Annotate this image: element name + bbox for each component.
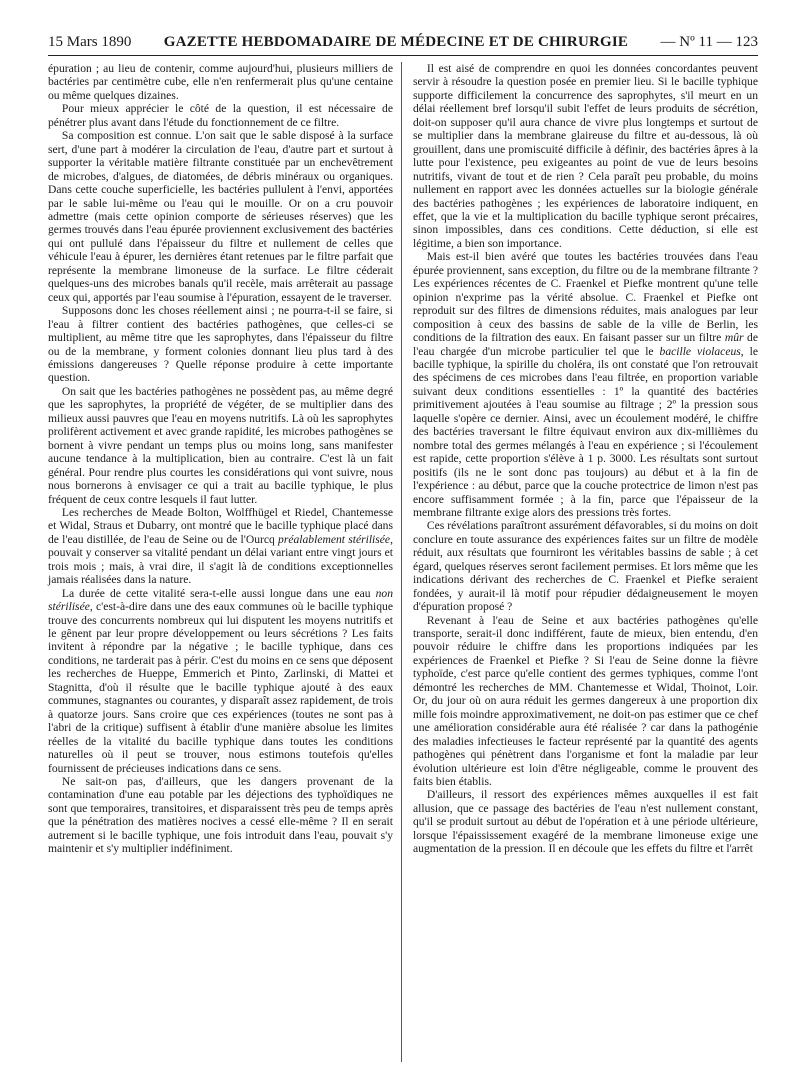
header-title: GAZETTE HEBDOMADAIRE DE MÉDECINE ET DE CHIRURGIE	[163, 34, 629, 50]
paragraph: Ne sait-on pas, d'ailleurs, que les dangers provenant de la contamination d'une eau potable par les déjections des typhoïdiques ne sont que temporaires, transitoires, et disparaissent très peu de temps après que la pénétration des matières nocives a cessé elle-même ? Il en serait autrement si le bacille typhique, une fois introduit dans l'eau, pouvait s'y maintenir et s'y multiplier indéfiniment.	[48, 775, 393, 856]
paragraph: Sa composition est connue. L'on sait que le sable disposé à la surface sert, d'une part à modérer la circulation de l'eau, d'autre part et surtout à supporter la véritable matière filtrante constituée par un enchevêtrement de microbes, d'algues, de diatomées, de débris minéraux ou organiques. Dans cette couche superficielle, les bactéries pullulent à l'envi, apportées par le sable lui-même ou l'eau qui le mouille. Or on a cru pouvoir admettre (mais cette opinion comporte de sérieuses réserves) que les germes trouvés dans l'eau épurée proviennent exclusivement des bactéries qui ont pullulé dans l'épaisseur du filtre et nullement de celles que véhicule l'eau à épurer, les dernières étant retenues par le filtre parfait que représente la membrane limoneuse de la surface. Le filtre céderait quelques-uns des microbes banals qu'il recèle, mais arrêterait au passage ceux qui, apportés par l'eau soumise à l'épuration, essayent de le traverser.	[48, 129, 393, 304]
paragraph: épuration ; au lieu de contenir, comme aujourd'hui, plusieurs milliers de bactéries par centimètre cube, elle n'en renfermerait plus qu'une centaine ou même quelques dizaines.	[48, 62, 393, 102]
paragraph	[413, 250, 758, 519]
paragraph: Revenant à l'eau de Seine et aux bactéries pathogènes qu'elle transporte, serait-il donc indifférent, faute de mieux, bien entendu, d'en pouvoir réduire le chiffre dans les proportions indiquées par les expériences de Fraenkel et Piefke ? Si l'eau de Seine donne la fièvre typhoïde, c'est parce qu'elle contient des germes typhiques, comme l'ont démontré les recherches de MM. Chantemesse et Widal, Thoinot, Loir. Or, du jour où on aura réduit les germes dangereux à une proportion dix mille fois moindre approximativement, ne doit-on pas estimer que ce chef une amélioration considérable aura été réalisée ? car dans la pathogénie des maladies infectieuses le facteur représenté par la quantité des agents pathogènes qui pénètrent dans l'organisme et font la maladie par leur évolution ultérieure est loin d'être négligeable, comme le prouvent des faits bien établis.	[413, 613, 758, 789]
left-column	[48, 62, 393, 856]
text-run: La durée de cette vitalité sera-t-elle aussi longue dans une eau	[61, 586, 376, 600]
text-run: , c'est-à-dire dans une des eaux communes où le bacille typhique trouve des concurrents nombreux qui lui disputent les moyens nutritifs et le gênent par leur propre développement ou leurs sécrétions ? Les faits invitent à répondre par la négative ; le bacille typhique, dans ces conditions, ne tarderait pas à périr. C'est du moins en ce sens que déposent les recherches de Hueppe, Emmerich et Pinto, Zarlinski, di Mattei et Stagnitta, d'où il résulte que le bacille typhique ajouté à des eaux communes, stagnantes ou courantes, y disparaît assez rapidement, de trois à quatorze jours. Sans croire que ces expériences (toutes ne sont pas à l'abri de la critique) suffisent à établir d'une manière absolue les limites réelles de la vitalité du bacille typhique dans toutes les conditions naturelles où il peut se trouver, nous estimons toutefois qu'elles fournissent de précieuses indications dans ce sens.	[48, 600, 393, 775]
italic-text: bacille violaceus	[659, 344, 741, 358]
italic-text: non stérilisée	[48, 586, 393, 614]
text-columns	[48, 62, 758, 856]
paragraph: Ces révélations paraîtront assurément défavorables, si du moins on doit conclure en toute assurance des expériences faites sur un filtre de modèle réduit, aux résultats que fourniront les véritables bassins de sable ; à cet égard, quelques réserves seront facilement permises. Et lors même que les indications dérivant des recherches de C. Fraenkel et Piefke seraient fondées, y aurait-il là motif pour répudier dédaigneusement le moyen d'épuration proposé ?	[413, 519, 758, 614]
paragraph: On sait que les bactéries pathogènes ne possèdent pas, au même degré que les saprophytes, la propriété de végéter, de se multiplier dans des milieux aussi pauvres que l'eau en moyens nutritifs. Là où les saprophytes prolifèrent activement et avec grande rapidité, les microbes pathogènes se bornent à vivre pendant un temps plus ou moins long, sans manifester aucune tendance à la multiplication, bien au contraire. C'est là un fait général. Pour rendre plus courtes les considérations qui vont suivre, nous nous bornerons à envisager ce qui a trait au bacille typhique, le plus fréquent de ceux contre lesquels il faut lutter.	[48, 384, 393, 506]
text-run: Mais est-il bien avéré que toutes les bactéries trouvées dans l'eau épurée proviennent, sans exception, du filtre ou de la membrane filtrante ? Les expériences récentes de C. Fraenkel et Piefke montrent qu'une telle opinion n'exprime pas la vérité absolue. C. Fraenkel et Piefke ont reproduit sur des filtres de dimensions réduites, mais analogues par leur composition à ceux des bassins de sable de la ville de Berlin, les conditions de la filtration des eaux. En faisant passer sur un filtre	[413, 250, 758, 345]
paragraph: Supposons donc les choses réellement ainsi ; ne pourra-t-il se faire, si l'eau à filtrer contient des bactéries pathogènes, que celles-ci se multiplient, au même titre que les saprophytes, dans l'épaisseur du filtre ou de la membrane, y forment colonies donnant lieu plus tard à des émissions dangereuses ? Quelle réponse produire à cette importante question.	[48, 304, 393, 385]
italic-text: préalablement stérilisée	[278, 532, 391, 546]
header-issue-page-number: — Nº 11 — 123	[660, 34, 758, 50]
paragraph: Il est aisé de comprendre en quoi les données concordantes peuvent servir à résoudre la question posée en premier lieu. Si le bacille typhique supporte difficilement la concurrence des saprophytes, s'il meurt en un délai réellement bref lorsqu'il subit l'effet de leurs produits de sécrétion, doit-on supposer qu'il aura chance de vivre plus longtemps et surtout de se multiplier dans la membrane glaireuse du filtre et au-dessous, là où grouillent, dans une promiscuité difficile à définir, des bactéries âpres à la lutte pour l'existence, peu exigeantes au point de vue de leurs besoins nutritifs, vivant de tout et de rien ? Cela paraît peu probable, du moins nullement en rapport avec les données actuelles sur la biologie générale des bactéries pathogènes ; les expériences de laboratoire indiquent, en effet, que la vie et la multiplication du bacille typhique seront précaires, sinon impossibles, dans ces conditions. Cette déduction, si elle est légitime, a bien son importance.	[413, 62, 758, 250]
italic-text: mûr	[724, 331, 744, 345]
text-run: , le bacille typhique, la spirille du choléra, ils ont constaté que l'on retrouvait des spécimens de ces microbes dans l'eau filtrée, en proportion variable suivant deux conditions essentielles : 1º la quantité des bactéries primitivement ajoutées à l'eau soumise au filtrage ; 2º la pression sous laquelle s'opère ce dernier. Ainsi, avec un écoulement modéré, le chiffre des bactéries traversant le filtre équivaut environ aux dix-millièmes du nombre total des germes mélangés à l'eau en expérience ; si l'écoulement est rapide, cette proportion s'élève à 1 p. 3000. Les résultats sont surtout positifs (ils ne le sont donc pas toujours) au début et à la fin de l'expérience : au début, parce que la couche protectrice de limon n'est pas encore suffisamment formée ; à la fin, parce que l'épaisseur de la membrane filtrante exige alors des pressions très fortes.	[413, 344, 758, 519]
page-header	[48, 34, 758, 56]
text-run: , pouvait y conserver sa vitalité pendant un délai variant entre vingt jours et trois mois ; mais, à vrai dire, il s'agit là de conditions exceptionnelles jamais réalisées dans la nature.	[48, 532, 393, 587]
text-run: Les recherches de Meade Bolton, Wolffhügel et Riedel, Chantemesse et Widal, Straus et Dubarry, ont montré que le bacille typhique placé dans de l'eau distillée, de l'eau de Seine ou de l'Ourcq	[48, 505, 393, 546]
header-date: 15 Mars 1890	[48, 34, 132, 50]
column-divider	[401, 62, 402, 1062]
paragraph: Pour mieux apprécier le côté de la question, il est nécessaire de pénétrer plus avant dans l'étude du fonctionnement de ce filtre.	[48, 102, 393, 129]
newspaper-page	[48, 34, 758, 1064]
paragraph: D'ailleurs, il ressort des expériences mêmes auxquelles il est fait allusion, que ce passage des bactéries de l'eau n'est nullement constant, qu'il se produit surtout au début de l'opération et à une période ultérieure, lorsque l'épaississement exagéré de la membrane limoneuse exige une augmentation de la pression. Il en découle que les effets du filtre et l'arrêt	[413, 788, 758, 856]
paragraph	[48, 587, 393, 775]
text-run: de l'eau chargée d'un microbe particulier tel que le	[413, 331, 758, 358]
paragraph	[48, 506, 393, 587]
right-column	[413, 62, 758, 856]
